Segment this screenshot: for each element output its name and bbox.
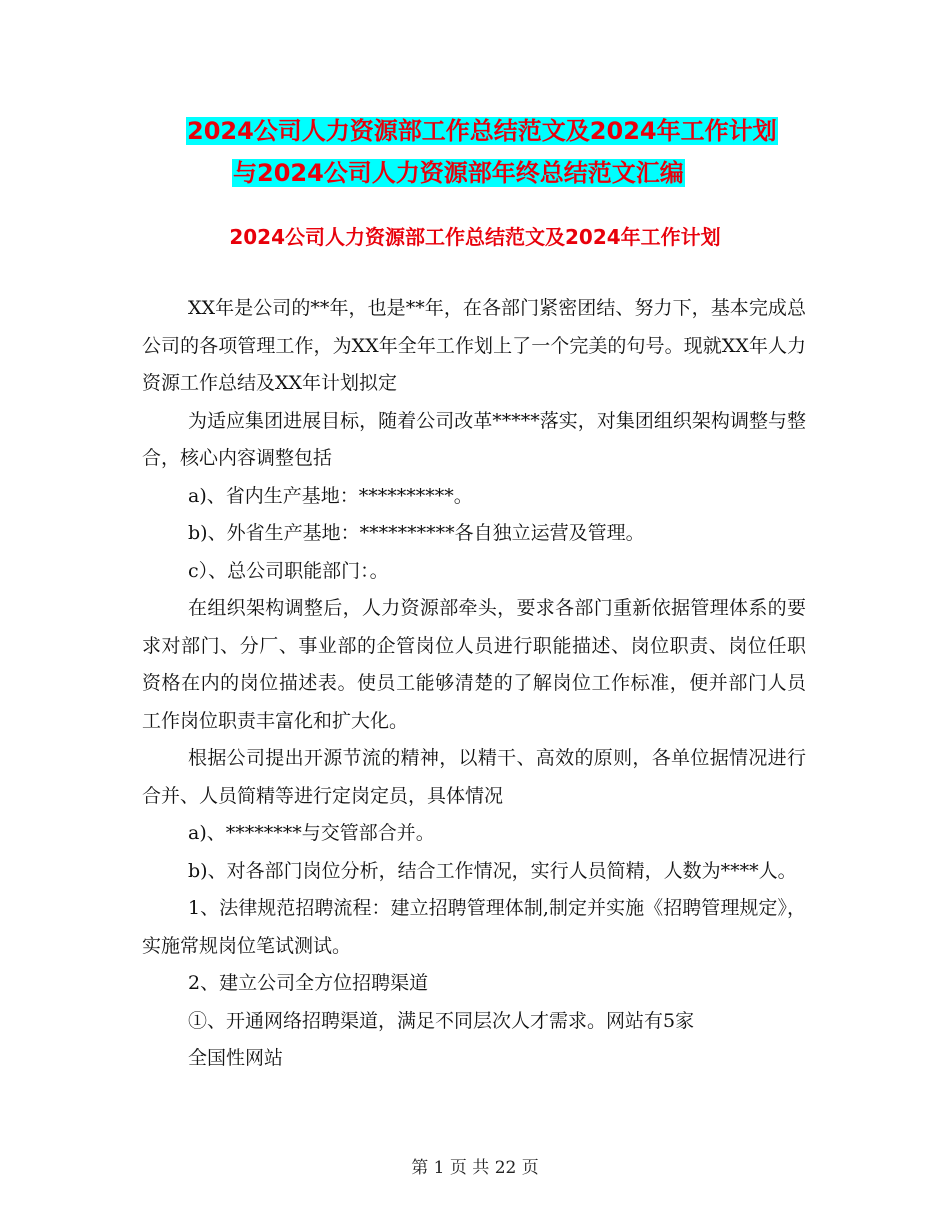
document-title-line-2: 与2024公司人力资源部年终总结范文汇编: [233, 159, 684, 187]
paragraph-intro: XX年是公司的**年，也是**年，在各部门紧密团结、努力下，基本完成总公司的各项管理工作，为XX年全年工作划上了一个完美的句号。现就XX年人力资源工作总结及XX年计划拟定: [142, 297, 806, 394]
list-item: a)、省内生产基地：**********。: [188, 484, 473, 507]
list-item: b)、对各部门岗位分析，结合工作情况，实行人员简精，人数为****人。: [188, 859, 797, 882]
list-item: a)、********与交管部合并。: [188, 822, 435, 844]
list-item: c）、总公司职能部门：。: [188, 559, 389, 582]
paragraph-restructure: 为适应集团进展目标，随着公司改革*****落实，对集团组织架构调整与整合，核心内容调整包括: [142, 409, 806, 469]
paragraph-staffing: 根据公司提出开源节流的精神，以精干、高效的原则，各单位据情况进行合并、人员简精等进行定岗定员，具体情况: [142, 747, 806, 807]
page-footer: 第 1 页 共 22 页: [411, 1158, 539, 1178]
paragraph-job-description: 在组织架构调整后，人力资源部牵头，要求各部门重新依据管理体系的要求对部门、分厂、事业部的企管岗位人员进行职能描述、岗位职责、岗位任职资格在内的岗位描述表。使员工能够清楚的了解岗位工作标准，便并部门人员工作岗位职责丰富化和扩大化。: [142, 597, 806, 732]
section-heading: 2024公司人力资源部工作总结范文及2024年工作计划: [229, 225, 721, 249]
paragraph-national-websites: 全国性网站: [188, 1047, 284, 1069]
document-title-line-1: 2024公司人力资源部工作总结范文及2024年工作计划: [187, 117, 777, 145]
list-item: b)、外省生产基地：**********各自独立运营及管理。: [188, 522, 645, 544]
paragraph-recruitment-channels: 2、建立公司全方位招聘渠道: [188, 972, 429, 994]
document-body: [142, 290, 806, 1078]
paragraph-recruitment-process: 1、法律规范招聘流程：建立招聘管理体制,制定并实施《招聘管理规定》，实施常规岗位笔试测试。: [142, 897, 806, 957]
paragraph-online-recruitment: ①、开通网络招聘渠道，满足不同层次人才需求。网站有5家: [188, 1009, 695, 1032]
